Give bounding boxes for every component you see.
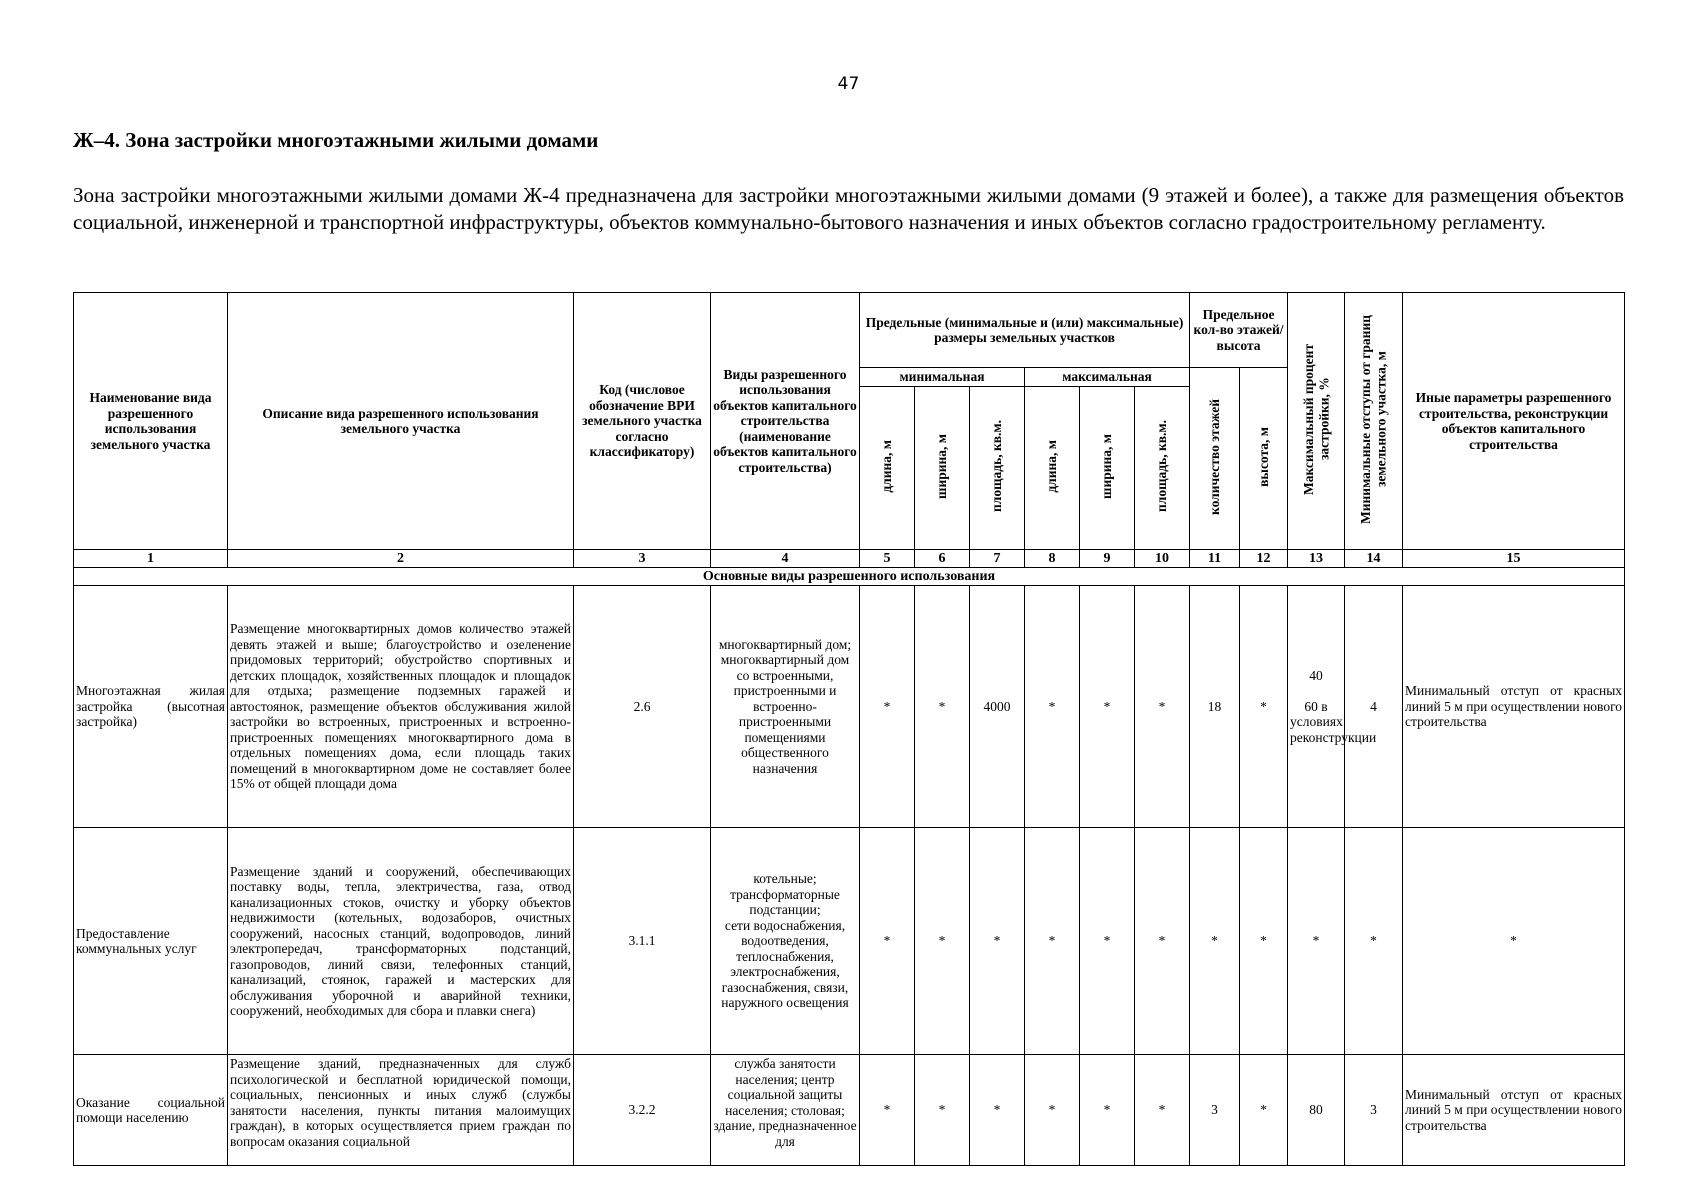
column-number: 11 <box>1190 550 1240 568</box>
row-code: 3.1.1 <box>574 828 711 1055</box>
row-objects: служба занятости населения; центр социальной защиты населения; столовая; здание, предназначенное для <box>711 1055 860 1166</box>
row-height: * <box>1240 586 1288 828</box>
header-floors-height: Предельное кол-во этажей/ высота <box>1190 293 1288 368</box>
row-max-area: * <box>1135 586 1190 828</box>
row-name: Предоставление коммунальных услуг <box>74 828 228 1055</box>
row-other-params: * <box>1403 828 1625 1055</box>
section-row <box>74 568 1625 586</box>
row-name: Оказание социальной помощи населению <box>74 1055 228 1166</box>
column-number: 2 <box>228 550 574 568</box>
header-objects: Виды разрешенного использования объектов капитального строительства (наименование объектов капитального строительства) <box>711 293 860 550</box>
column-number: 8 <box>1025 550 1080 568</box>
header-min-length: длина, м <box>860 387 915 550</box>
row-min-area: 4000 <box>970 586 1025 828</box>
header-max-percent: Максимальный процент застройки, % <box>1288 293 1345 550</box>
row-floors: 3 <box>1190 1055 1240 1166</box>
row-max-area: * <box>1135 1055 1190 1166</box>
intro-paragraph: Зона застройки многоэтажными жилыми домами Ж-4 предназначена для застройки многоэтажными жилыми домами (9 этажей и более), а также для размещения объектов социальной, инженерной и транспортной инфраструктуры, объектов коммунально-бытового назначения и иных объектов согласно градостроительному регламенту. <box>73 183 1624 234</box>
row-objects: многоквартирный дом; многоквартирный дом со встроенными, пристроенными и встроенно-пристроенными помещениями общественного назначения <box>711 586 860 828</box>
table-row <box>74 586 1625 828</box>
header-floors-count: количество этажей <box>1190 368 1240 550</box>
row-name: Многоэтажная жилая застройка (высотная застройка) <box>74 586 228 828</box>
column-number: 4 <box>711 550 860 568</box>
row-description: Размещение зданий, предназначенных для служб психологической и бесплатной юридической помощи, социальных, пенсионных и иных служб (службы занятости населения, пункты питания малоимущих граждан), в которых осуществляется прием граждан по вопросам оказания социальной <box>228 1055 574 1166</box>
row-code: 3.2.2 <box>574 1055 711 1166</box>
header-plot-sizes: Предельные (минимальные и (или) максимальные) размеры земельных участков <box>860 293 1190 368</box>
column-numbers-row <box>74 550 1625 568</box>
row-min-width: * <box>915 828 970 1055</box>
column-number: 12 <box>1240 550 1288 568</box>
row-max-area: * <box>1135 828 1190 1055</box>
column-number: 10 <box>1135 550 1190 568</box>
table-row <box>74 828 1625 1055</box>
row-description: Размещение зданий и сооружений, обеспечивающих поставку воды, тепла, электричества, газа, отвод канализационных стоков, очистку и уборку объектов недвижимости (котельных, водозаборов, очистных сооружений, насосных станций, водопроводов, линий электропередач, трансформаторных подстанций, газопроводов, линий связи, телефонных станций, канализаций, стоянок, гаражей и мастерских для обслуживания уборочной и аварийной техники, сооружений, необходимых для сбора и плавки снега) <box>228 828 574 1055</box>
row-setback: 4 <box>1345 586 1403 828</box>
header-min-setback: Минимальные отступы от границ земельного участка, м <box>1345 293 1403 550</box>
row-height: * <box>1240 1055 1288 1166</box>
row-max-length: * <box>1025 1055 1080 1166</box>
row-code: 2.6 <box>574 586 711 828</box>
row-objects: котельные; трансформаторные подстанции; сети водоснабжения, водоотведения, теплоснабжения, электроснабжения, газоснабжения, связи, наружного освещения <box>711 828 860 1055</box>
row-max-length: * <box>1025 586 1080 828</box>
column-number: 9 <box>1080 550 1135 568</box>
row-min-area: * <box>970 828 1025 1055</box>
header-max-length: длина, м <box>1025 387 1080 550</box>
row-setback: * <box>1345 828 1403 1055</box>
header-height: высота, м <box>1240 368 1288 550</box>
header-name: Наименование вида разрешенного использования земельного участка <box>74 293 228 550</box>
header-other-params: Иные параметры разрешенного строительства, реконструкции объектов капитального строительства <box>1403 293 1625 550</box>
header-description: Описание вида разрешенного использования земельного участка <box>228 293 574 550</box>
column-number: 1 <box>74 550 228 568</box>
column-number: 6 <box>915 550 970 568</box>
column-number: 3 <box>574 550 711 568</box>
row-min-length: * <box>860 1055 915 1166</box>
row-max-width: * <box>1080 828 1135 1055</box>
column-number: 7 <box>970 550 1025 568</box>
row-min-length: * <box>860 586 915 828</box>
zone-title: Ж–4. Зона застройки многоэтажными жилыми домами <box>73 128 599 152</box>
row-other-params: Минимальный отступ от красных линий 5 м при осуществлении нового строительства <box>1403 586 1625 828</box>
regulation-table <box>73 292 1625 1166</box>
header-min-width: ширина, м <box>915 387 970 550</box>
row-height: * <box>1240 828 1288 1055</box>
row-min-area: * <box>970 1055 1025 1166</box>
row-max-percent: 40 60 в условиях реконструкции <box>1288 586 1345 828</box>
page-number: 47 <box>837 74 860 94</box>
row-max-percent: 80 <box>1288 1055 1345 1166</box>
column-number: 13 <box>1288 550 1345 568</box>
row-setback: 3 <box>1345 1055 1403 1166</box>
row-min-width: * <box>915 586 970 828</box>
row-max-length: * <box>1025 828 1080 1055</box>
header-min-area: площадь, кв.м. <box>970 387 1025 550</box>
row-min-length: * <box>860 828 915 1055</box>
column-number: 14 <box>1345 550 1403 568</box>
row-max-percent: * <box>1288 828 1345 1055</box>
column-number: 5 <box>860 550 915 568</box>
table-row <box>74 1055 1625 1166</box>
header-minimal: минимальная <box>860 368 1025 387</box>
header-max-area: площадь, кв.м. <box>1135 387 1190 550</box>
header-code: Код (числовое обозначение ВРИ земельного участка согласно классификатору) <box>574 293 711 550</box>
row-other-params: Минимальный отступ от красных линий 5 м при осуществлении нового строительства <box>1403 1055 1625 1166</box>
header-maximal: максимальная <box>1025 368 1190 387</box>
row-floors: 18 <box>1190 586 1240 828</box>
row-floors: * <box>1190 828 1240 1055</box>
header-max-width: ширина, м <box>1080 387 1135 550</box>
column-number: 15 <box>1403 550 1625 568</box>
row-max-width: * <box>1080 1055 1135 1166</box>
row-description: Размещение многоквартирных домов количество этажей девять этажей и выше; благоустройство и озеленение придомовых территорий; обустройство спортивных и детских площадок, хозяйственных площадок и площадок для отдыха; размещение подземных гаражей и автостоянок, размещение объектов обслуживания жилой застройки во встроенных, пристроенных и встроенно-пристроенных помещениях многоквартирного дома в отдельных помещениях дома, если площадь таких помещений в многоквартирном доме не составляет более 15% от общей площади дома <box>228 586 574 828</box>
section-title: Основные виды разрешенного использования <box>74 568 1625 586</box>
row-min-width: * <box>915 1055 970 1166</box>
row-max-width: * <box>1080 586 1135 828</box>
